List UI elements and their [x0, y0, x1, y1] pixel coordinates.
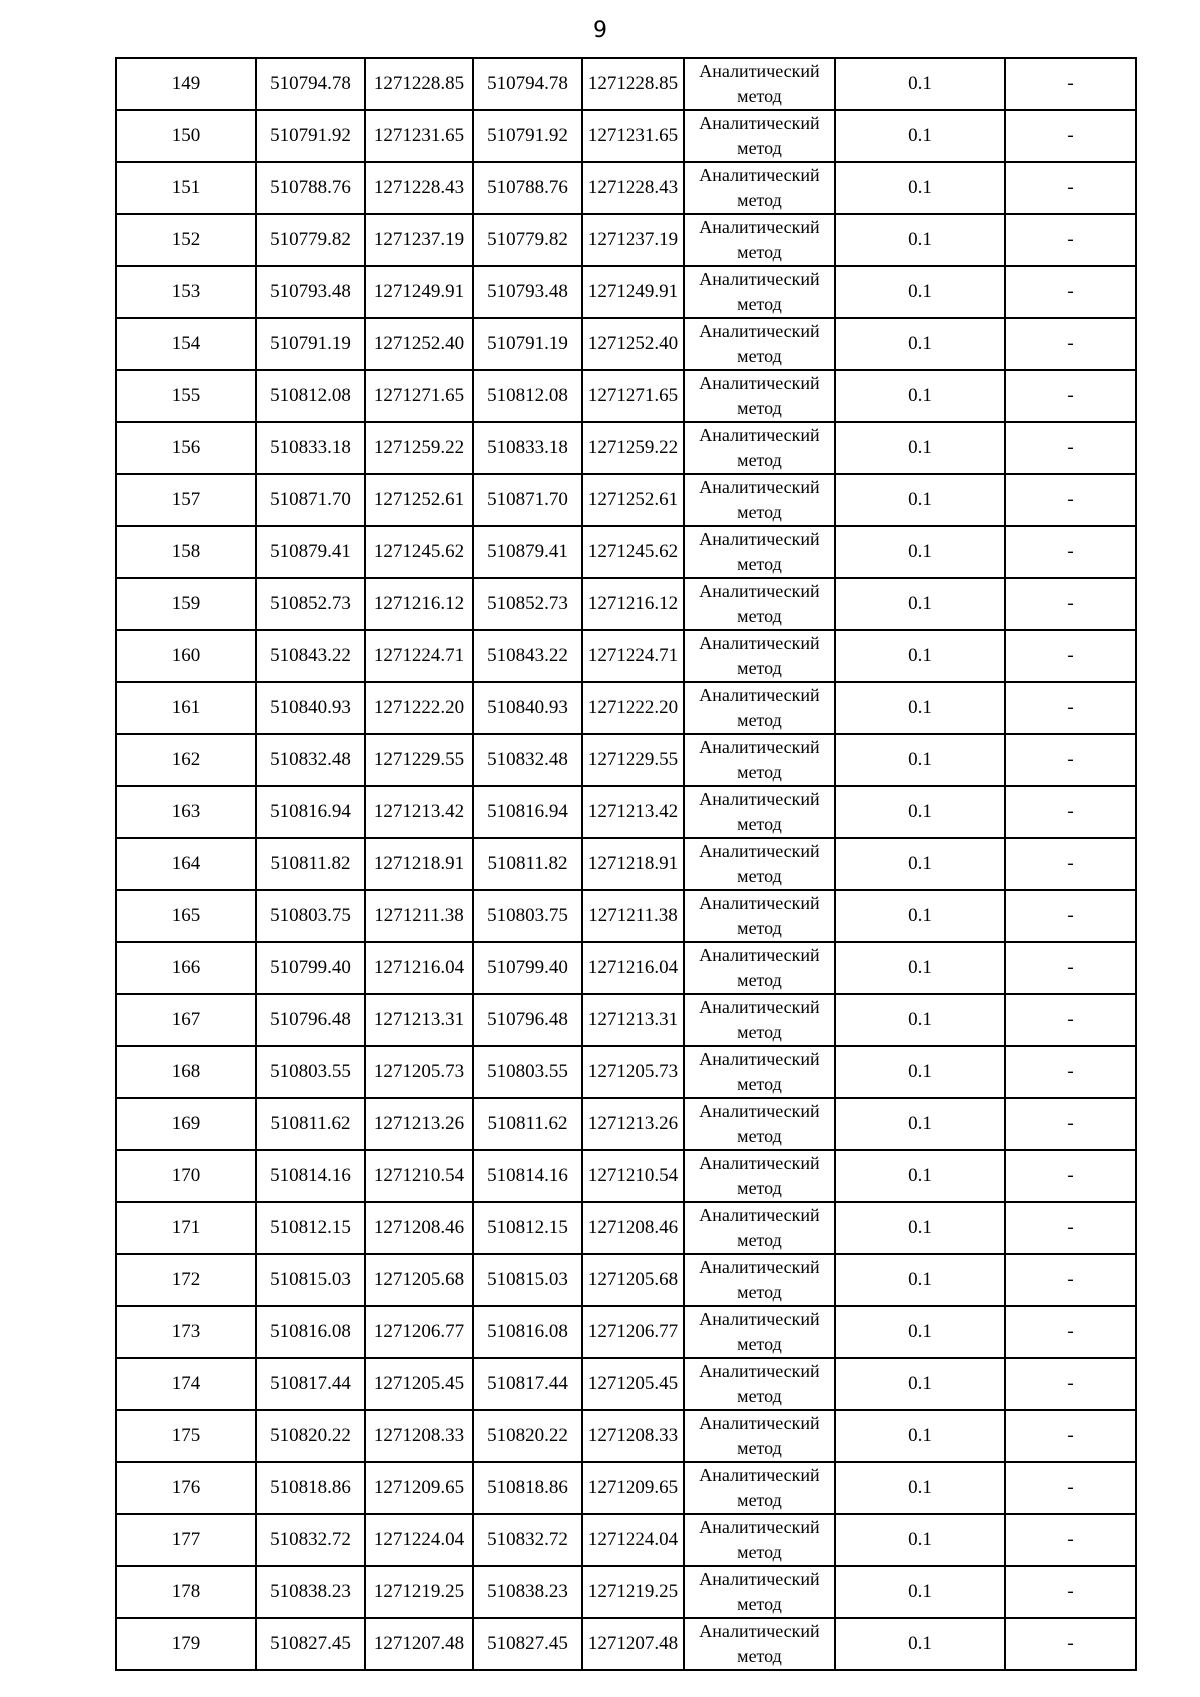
y-coordinate-cell: 1271249.91 [582, 266, 684, 318]
table-row [116, 1254, 1136, 1306]
accuracy-cell: 0.1 [835, 630, 1005, 682]
y-coordinate-cell: 1271213.31 [365, 994, 473, 1046]
y-coordinate-cell: 1271224.04 [582, 1514, 684, 1566]
x-coordinate-cell: 510816.08 [256, 1306, 365, 1358]
point-number-cell: 157 [116, 474, 256, 526]
table-row [116, 1202, 1136, 1254]
y-coordinate-cell: 1271222.20 [582, 682, 684, 734]
accuracy-cell: 0.1 [835, 1566, 1005, 1618]
x-coordinate-cell: 510827.45 [256, 1618, 365, 1670]
point-number-cell: 160 [116, 630, 256, 682]
table-row [116, 1618, 1136, 1670]
point-number-cell: 169 [116, 1098, 256, 1150]
y-coordinate-cell: 1271218.91 [365, 838, 473, 890]
method-cell: Аналитический метод [684, 838, 835, 890]
x-coordinate-cell: 510803.55 [256, 1046, 365, 1098]
point-number-cell: 158 [116, 526, 256, 578]
y-coordinate-cell: 1271252.61 [365, 474, 473, 526]
note-cell: - [1005, 1566, 1136, 1618]
x-coordinate-cell: 510832.48 [256, 734, 365, 786]
x-coordinate-cell: 510799.40 [473, 942, 582, 994]
accuracy-cell: 0.1 [835, 1358, 1005, 1410]
method-cell: Аналитический метод [684, 370, 835, 422]
y-coordinate-cell: 1271229.55 [365, 734, 473, 786]
y-coordinate-cell: 1271224.71 [365, 630, 473, 682]
table-row [116, 422, 1136, 474]
accuracy-cell: 0.1 [835, 162, 1005, 214]
y-coordinate-cell: 1271209.65 [582, 1462, 684, 1514]
x-coordinate-cell: 510799.40 [256, 942, 365, 994]
y-coordinate-cell: 1271213.42 [365, 786, 473, 838]
accuracy-cell: 0.1 [835, 526, 1005, 578]
y-coordinate-cell: 1271228.85 [582, 58, 684, 110]
x-coordinate-cell: 510791.92 [473, 110, 582, 162]
note-cell: - [1005, 1046, 1136, 1098]
x-coordinate-cell: 510803.55 [473, 1046, 582, 1098]
x-coordinate-cell: 510840.93 [473, 682, 582, 734]
y-coordinate-cell: 1271205.68 [365, 1254, 473, 1306]
y-coordinate-cell: 1271271.65 [365, 370, 473, 422]
y-coordinate-cell: 1271271.65 [582, 370, 684, 422]
note-cell: - [1005, 1202, 1136, 1254]
table-row [116, 370, 1136, 422]
note-cell: - [1005, 266, 1136, 318]
y-coordinate-cell: 1271222.20 [365, 682, 473, 734]
table-row [116, 890, 1136, 942]
y-coordinate-cell: 1271211.38 [582, 890, 684, 942]
method-cell: Аналитический метод [684, 422, 835, 474]
x-coordinate-cell: 510803.75 [473, 890, 582, 942]
x-coordinate-cell: 510816.94 [256, 786, 365, 838]
y-coordinate-cell: 1271216.12 [365, 578, 473, 630]
point-number-cell: 163 [116, 786, 256, 838]
y-coordinate-cell: 1271224.04 [365, 1514, 473, 1566]
table-row [116, 786, 1136, 838]
x-coordinate-cell: 510832.48 [473, 734, 582, 786]
x-coordinate-cell: 510794.78 [256, 58, 365, 110]
x-coordinate-cell: 510791.19 [473, 318, 582, 370]
y-coordinate-cell: 1271218.91 [582, 838, 684, 890]
method-cell: Аналитический метод [684, 994, 835, 1046]
method-cell: Аналитический метод [684, 1046, 835, 1098]
x-coordinate-cell: 510852.73 [473, 578, 582, 630]
x-coordinate-cell: 510879.41 [473, 526, 582, 578]
note-cell: - [1005, 162, 1136, 214]
table-row [116, 630, 1136, 682]
accuracy-cell: 0.1 [835, 1046, 1005, 1098]
page-number: 9 [593, 18, 607, 43]
point-number-cell: 172 [116, 1254, 256, 1306]
table-row [116, 1566, 1136, 1618]
x-coordinate-cell: 510820.22 [473, 1410, 582, 1462]
method-cell: Аналитический метод [684, 734, 835, 786]
x-coordinate-cell: 510812.08 [473, 370, 582, 422]
method-cell: Аналитический метод [684, 1150, 835, 1202]
table-row [116, 266, 1136, 318]
table-row [116, 838, 1136, 890]
accuracy-cell: 0.1 [835, 1098, 1005, 1150]
method-cell: Аналитический метод [684, 1202, 835, 1254]
x-coordinate-cell: 510788.76 [256, 162, 365, 214]
accuracy-cell: 0.1 [835, 890, 1005, 942]
method-cell: Аналитический метод [684, 266, 835, 318]
accuracy-cell: 0.1 [835, 474, 1005, 526]
table-row [116, 58, 1136, 110]
note-cell: - [1005, 1514, 1136, 1566]
method-cell: Аналитический метод [684, 786, 835, 838]
y-coordinate-cell: 1271252.61 [582, 474, 684, 526]
y-coordinate-cell: 1271206.77 [365, 1306, 473, 1358]
x-coordinate-cell: 510818.86 [256, 1462, 365, 1514]
x-coordinate-cell: 510796.48 [256, 994, 365, 1046]
y-coordinate-cell: 1271219.25 [365, 1566, 473, 1618]
method-cell: Аналитический метод [684, 1566, 835, 1618]
y-coordinate-cell: 1271249.91 [365, 266, 473, 318]
accuracy-cell: 0.1 [835, 838, 1005, 890]
accuracy-cell: 0.1 [835, 1618, 1005, 1670]
note-cell: - [1005, 1254, 1136, 1306]
method-cell: Аналитический метод [684, 1462, 835, 1514]
x-coordinate-cell: 510827.45 [473, 1618, 582, 1670]
x-coordinate-cell: 510838.23 [256, 1566, 365, 1618]
note-cell: - [1005, 1098, 1136, 1150]
x-coordinate-cell: 510832.72 [473, 1514, 582, 1566]
y-coordinate-cell: 1271252.40 [365, 318, 473, 370]
note-cell: - [1005, 318, 1136, 370]
note-cell: - [1005, 58, 1136, 110]
y-coordinate-cell: 1271208.46 [582, 1202, 684, 1254]
accuracy-cell: 0.1 [835, 58, 1005, 110]
point-number-cell: 175 [116, 1410, 256, 1462]
x-coordinate-cell: 510812.08 [256, 370, 365, 422]
note-cell: - [1005, 526, 1136, 578]
x-coordinate-cell: 510871.70 [256, 474, 365, 526]
y-coordinate-cell: 1271207.48 [582, 1618, 684, 1670]
point-number-cell: 150 [116, 110, 256, 162]
note-cell: - [1005, 1462, 1136, 1514]
note-cell: - [1005, 890, 1136, 942]
point-number-cell: 170 [116, 1150, 256, 1202]
note-cell: - [1005, 682, 1136, 734]
y-coordinate-cell: 1271219.25 [582, 1566, 684, 1618]
note-cell: - [1005, 214, 1136, 266]
method-cell: Аналитический метод [684, 110, 835, 162]
y-coordinate-cell: 1271209.65 [365, 1462, 473, 1514]
note-cell: - [1005, 370, 1136, 422]
method-cell: Аналитический метод [684, 526, 835, 578]
method-cell: Аналитический метод [684, 1358, 835, 1410]
y-coordinate-cell: 1271216.04 [582, 942, 684, 994]
point-number-cell: 151 [116, 162, 256, 214]
note-cell: - [1005, 734, 1136, 786]
x-coordinate-cell: 510779.82 [473, 214, 582, 266]
table-row [116, 994, 1136, 1046]
x-coordinate-cell: 510816.94 [473, 786, 582, 838]
method-cell: Аналитический метод [684, 630, 835, 682]
method-cell: Аналитический метод [684, 318, 835, 370]
y-coordinate-cell: 1271205.73 [582, 1046, 684, 1098]
table-row [116, 110, 1136, 162]
point-number-cell: 164 [116, 838, 256, 890]
accuracy-cell: 0.1 [835, 370, 1005, 422]
accuracy-cell: 0.1 [835, 734, 1005, 786]
accuracy-cell: 0.1 [835, 1202, 1005, 1254]
y-coordinate-cell: 1271208.33 [582, 1410, 684, 1462]
note-cell: - [1005, 1410, 1136, 1462]
x-coordinate-cell: 510817.44 [473, 1358, 582, 1410]
point-number-cell: 162 [116, 734, 256, 786]
x-coordinate-cell: 510811.82 [473, 838, 582, 890]
x-coordinate-cell: 510816.08 [473, 1306, 582, 1358]
y-coordinate-cell: 1271213.42 [582, 786, 684, 838]
x-coordinate-cell: 510811.62 [256, 1098, 365, 1150]
accuracy-cell: 0.1 [835, 942, 1005, 994]
table-row [116, 214, 1136, 266]
y-coordinate-cell: 1271228.43 [582, 162, 684, 214]
y-coordinate-cell: 1271231.65 [365, 110, 473, 162]
y-coordinate-cell: 1271205.73 [365, 1046, 473, 1098]
point-number-cell: 167 [116, 994, 256, 1046]
x-coordinate-cell: 510879.41 [256, 526, 365, 578]
y-coordinate-cell: 1271205.45 [582, 1358, 684, 1410]
y-coordinate-cell: 1271206.77 [582, 1306, 684, 1358]
x-coordinate-cell: 510832.72 [256, 1514, 365, 1566]
x-coordinate-cell: 510814.16 [473, 1150, 582, 1202]
method-cell: Аналитический метод [684, 58, 835, 110]
note-cell: - [1005, 1306, 1136, 1358]
y-coordinate-cell: 1271216.12 [582, 578, 684, 630]
accuracy-cell: 0.1 [835, 318, 1005, 370]
point-number-cell: 168 [116, 1046, 256, 1098]
y-coordinate-cell: 1271228.43 [365, 162, 473, 214]
method-cell: Аналитический метод [684, 890, 835, 942]
note-cell: - [1005, 1150, 1136, 1202]
note-cell: - [1005, 474, 1136, 526]
note-cell: - [1005, 1618, 1136, 1670]
method-cell: Аналитический метод [684, 942, 835, 994]
point-number-cell: 177 [116, 1514, 256, 1566]
y-coordinate-cell: 1271245.62 [582, 526, 684, 578]
x-coordinate-cell: 510803.75 [256, 890, 365, 942]
note-cell: - [1005, 110, 1136, 162]
method-cell: Аналитический метод [684, 162, 835, 214]
accuracy-cell: 0.1 [835, 1306, 1005, 1358]
table-row [116, 1410, 1136, 1462]
x-coordinate-cell: 510871.70 [473, 474, 582, 526]
accuracy-cell: 0.1 [835, 1514, 1005, 1566]
method-cell: Аналитический метод [684, 1098, 835, 1150]
point-number-cell: 161 [116, 682, 256, 734]
accuracy-cell: 0.1 [835, 1410, 1005, 1462]
accuracy-cell: 0.1 [835, 110, 1005, 162]
x-coordinate-cell: 510815.03 [256, 1254, 365, 1306]
table-row [116, 1046, 1136, 1098]
y-coordinate-cell: 1271252.40 [582, 318, 684, 370]
point-number-cell: 152 [116, 214, 256, 266]
method-cell: Аналитический метод [684, 1254, 835, 1306]
table-row [116, 578, 1136, 630]
x-coordinate-cell: 510852.73 [256, 578, 365, 630]
x-coordinate-cell: 510820.22 [256, 1410, 365, 1462]
accuracy-cell: 0.1 [835, 266, 1005, 318]
table-row [116, 1150, 1136, 1202]
y-coordinate-cell: 1271211.38 [365, 890, 473, 942]
x-coordinate-cell: 510779.82 [256, 214, 365, 266]
y-coordinate-cell: 1271231.65 [582, 110, 684, 162]
y-coordinate-cell: 1271237.19 [582, 214, 684, 266]
table-row [116, 1098, 1136, 1150]
x-coordinate-cell: 510840.93 [256, 682, 365, 734]
method-cell: Аналитический метод [684, 1618, 835, 1670]
x-coordinate-cell: 510811.82 [256, 838, 365, 890]
point-number-cell: 166 [116, 942, 256, 994]
table-row [116, 1358, 1136, 1410]
y-coordinate-cell: 1271224.71 [582, 630, 684, 682]
x-coordinate-cell: 510811.62 [473, 1098, 582, 1150]
accuracy-cell: 0.1 [835, 682, 1005, 734]
x-coordinate-cell: 510843.22 [473, 630, 582, 682]
accuracy-cell: 0.1 [835, 786, 1005, 838]
table-row [116, 474, 1136, 526]
method-cell: Аналитический метод [684, 474, 835, 526]
point-number-cell: 179 [116, 1618, 256, 1670]
y-coordinate-cell: 1271207.48 [365, 1618, 473, 1670]
point-number-cell: 155 [116, 370, 256, 422]
point-number-cell: 159 [116, 578, 256, 630]
method-cell: Аналитический метод [684, 1410, 835, 1462]
point-number-cell: 153 [116, 266, 256, 318]
y-coordinate-cell: 1271216.04 [365, 942, 473, 994]
note-cell: - [1005, 838, 1136, 890]
point-number-cell: 154 [116, 318, 256, 370]
table-row [116, 1514, 1136, 1566]
x-coordinate-cell: 510794.78 [473, 58, 582, 110]
method-cell: Аналитический метод [684, 214, 835, 266]
x-coordinate-cell: 510796.48 [473, 994, 582, 1046]
y-coordinate-cell: 1271237.19 [365, 214, 473, 266]
note-cell: - [1005, 630, 1136, 682]
point-number-cell: 174 [116, 1358, 256, 1410]
point-number-cell: 178 [116, 1566, 256, 1618]
x-coordinate-cell: 510815.03 [473, 1254, 582, 1306]
y-coordinate-cell: 1271213.26 [365, 1098, 473, 1150]
y-coordinate-cell: 1271205.45 [365, 1358, 473, 1410]
point-number-cell: 171 [116, 1202, 256, 1254]
x-coordinate-cell: 510818.86 [473, 1462, 582, 1514]
method-cell: Аналитический метод [684, 1306, 835, 1358]
table-body [116, 58, 1136, 1670]
note-cell: - [1005, 786, 1136, 838]
x-coordinate-cell: 510793.48 [256, 266, 365, 318]
accuracy-cell: 0.1 [835, 578, 1005, 630]
y-coordinate-cell: 1271205.68 [582, 1254, 684, 1306]
x-coordinate-cell: 510817.44 [256, 1358, 365, 1410]
x-coordinate-cell: 510793.48 [473, 266, 582, 318]
x-coordinate-cell: 510791.19 [256, 318, 365, 370]
x-coordinate-cell: 510812.15 [473, 1202, 582, 1254]
point-number-cell: 149 [116, 58, 256, 110]
y-coordinate-cell: 1271213.26 [582, 1098, 684, 1150]
table-row [116, 1306, 1136, 1358]
method-cell: Аналитический метод [684, 578, 835, 630]
note-cell: - [1005, 942, 1136, 994]
x-coordinate-cell: 510791.92 [256, 110, 365, 162]
method-cell: Аналитический метод [684, 1514, 835, 1566]
y-coordinate-cell: 1271210.54 [365, 1150, 473, 1202]
x-coordinate-cell: 510812.15 [256, 1202, 365, 1254]
y-coordinate-cell: 1271208.33 [365, 1410, 473, 1462]
table-row [116, 526, 1136, 578]
y-coordinate-cell: 1271245.62 [365, 526, 473, 578]
y-coordinate-cell: 1271259.22 [365, 422, 473, 474]
y-coordinate-cell: 1271229.55 [582, 734, 684, 786]
y-coordinate-cell: 1271259.22 [582, 422, 684, 474]
y-coordinate-cell: 1271213.31 [582, 994, 684, 1046]
accuracy-cell: 0.1 [835, 214, 1005, 266]
point-number-cell: 176 [116, 1462, 256, 1514]
table-row [116, 942, 1136, 994]
table-row [116, 682, 1136, 734]
x-coordinate-cell: 510814.16 [256, 1150, 365, 1202]
method-cell: Аналитический метод [684, 682, 835, 734]
point-number-cell: 156 [116, 422, 256, 474]
table-row [116, 734, 1136, 786]
point-number-cell: 165 [116, 890, 256, 942]
accuracy-cell: 0.1 [835, 1462, 1005, 1514]
coordinates-table [115, 57, 1137, 1671]
y-coordinate-cell: 1271208.46 [365, 1202, 473, 1254]
note-cell: - [1005, 578, 1136, 630]
note-cell: - [1005, 994, 1136, 1046]
note-cell: - [1005, 422, 1136, 474]
x-coordinate-cell: 510788.76 [473, 162, 582, 214]
x-coordinate-cell: 510843.22 [256, 630, 365, 682]
table-row [116, 162, 1136, 214]
table-row [116, 1462, 1136, 1514]
point-number-cell: 173 [116, 1306, 256, 1358]
table-row [116, 318, 1136, 370]
note-cell: - [1005, 1358, 1136, 1410]
x-coordinate-cell: 510833.18 [256, 422, 365, 474]
accuracy-cell: 0.1 [835, 422, 1005, 474]
x-coordinate-cell: 510838.23 [473, 1566, 582, 1618]
accuracy-cell: 0.1 [835, 994, 1005, 1046]
y-coordinate-cell: 1271228.85 [365, 58, 473, 110]
accuracy-cell: 0.1 [835, 1150, 1005, 1202]
y-coordinate-cell: 1271210.54 [582, 1150, 684, 1202]
x-coordinate-cell: 510833.18 [473, 422, 582, 474]
accuracy-cell: 0.1 [835, 1254, 1005, 1306]
